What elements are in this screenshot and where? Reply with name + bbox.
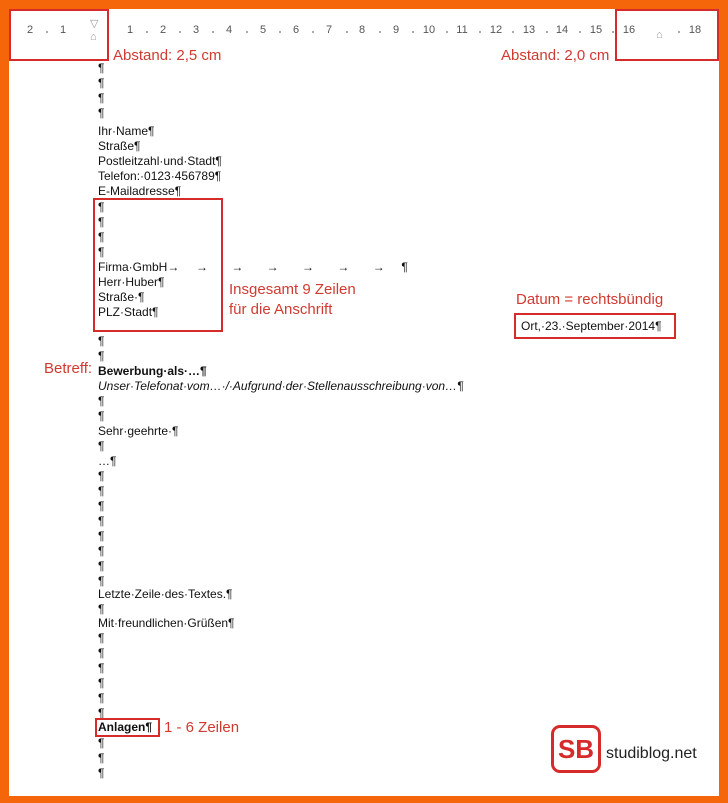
- paragraph-ellipsis: …¶: [98, 454, 117, 468]
- body-blank-lines: [98, 469, 104, 589]
- studiblog-logo: SB: [551, 725, 601, 773]
- ruler-label: 1: [59, 24, 67, 36]
- paragraph-mark: ¶: [98, 349, 105, 363]
- last-text-line[interactable]: Letzte·Zeile·des·Textes.¶: [98, 587, 233, 601]
- paragraph-mark: ¶: [98, 529, 105, 543]
- after-attachments-lines: [98, 736, 104, 781]
- ruler-label: 8: [358, 24, 366, 36]
- ruler-label: 14: [555, 24, 569, 36]
- ruler-label: 1: [126, 24, 134, 36]
- ruler-label: 11: [456, 24, 468, 36]
- paragraph-mark: ¶: [98, 751, 105, 765]
- recipient-street[interactable]: Straße·¶: [98, 290, 145, 304]
- paragraph-mark: ¶: [98, 676, 105, 690]
- address-note-line-1: Insgesamt 9 Zeilen: [229, 281, 356, 298]
- subject-note: Betreff:: [44, 360, 93, 377]
- left-margin-highlight: [9, 9, 109, 61]
- paragraph-mark: ¶: [98, 334, 105, 348]
- paragraph-mark: ¶: [98, 736, 105, 750]
- paragraph-mark: ¶: [98, 544, 105, 558]
- paragraph-mark: ¶: [98, 230, 105, 244]
- letter-closing[interactable]: Mit·freundlichen·Grüßen¶: [98, 616, 235, 630]
- ruler-label: 6: [292, 24, 300, 36]
- right-margin-note: Abstand: 2,0 cm: [501, 47, 610, 64]
- sender-email[interactable]: E-Mailadresse¶: [98, 184, 182, 198]
- date-note: Datum = rechtsbündig: [516, 291, 664, 308]
- document-page: [9, 9, 719, 796]
- sender-name[interactable]: Ihr·Name¶: [98, 124, 155, 138]
- attachments-note: 1 - 6 Zeilen: [164, 719, 240, 736]
- recipient-city[interactable]: PLZ·Stadt¶: [98, 305, 159, 319]
- address-highlight: [93, 198, 223, 332]
- horizontal-ruler[interactable]: [9, 9, 719, 51]
- letter-salutation[interactable]: Sehr·geehrte·¶: [98, 424, 179, 438]
- paragraph-mark: ¶: [98, 106, 105, 120]
- paragraph-mark: ¶: [98, 215, 105, 229]
- sender-block[interactable]: [98, 124, 222, 199]
- ruler-label: 9: [392, 24, 400, 36]
- paragraph-mark: ¶: [98, 766, 105, 780]
- ruler-label: 15: [589, 24, 603, 36]
- paragraph-mark: ¶: [98, 631, 105, 645]
- paragraph-mark: ¶: [98, 484, 105, 498]
- paragraph-mark: ¶: [98, 61, 105, 75]
- sender-street[interactable]: Straße¶: [98, 139, 141, 153]
- signature-space-lines: [98, 631, 104, 721]
- ruler-label: 2: [26, 24, 34, 36]
- ruler-label: 16: [622, 24, 636, 36]
- ruler-label: 7: [325, 24, 333, 36]
- ruler-label: 2: [159, 24, 167, 36]
- before-salutation-lines: [98, 394, 104, 424]
- paragraph-mark: ¶: [98, 574, 105, 588]
- paragraph-mark: ¶: [98, 409, 105, 423]
- right-indent-icon[interactable]: ⌂: [656, 29, 663, 41]
- studiblog-name: studiblog.net: [606, 745, 697, 762]
- sender-phone[interactable]: Telefon:·0123·456789¶: [98, 169, 222, 183]
- paragraph-mark: ¶: [98, 646, 105, 660]
- address-note-line-2: für die Anschrift: [229, 301, 333, 318]
- ruler-label: 10: [422, 24, 436, 36]
- ruler-label: 4: [225, 24, 233, 36]
- sender-city[interactable]: Postleitzahl·und·Stadt¶: [98, 154, 222, 168]
- first-line-indent-icon[interactable]: ▽: [90, 18, 99, 30]
- right-margin-highlight: [615, 9, 719, 61]
- paragraph-mark: ¶: [98, 499, 105, 513]
- letter-subject[interactable]: Bewerbung·als·…¶: [98, 364, 207, 378]
- ruler-label: 13: [522, 24, 536, 36]
- top-blank-lines: [98, 61, 104, 121]
- paragraph-mark: ¶: [98, 91, 105, 105]
- ruler-label: 12: [489, 24, 503, 36]
- paragraph-mark: ¶: [98, 514, 105, 528]
- ruler-label: 18: [688, 24, 702, 36]
- left-margin-note: Abstand: 2,5 cm: [113, 47, 222, 64]
- recipient-company[interactable]: Firma·GmbH→ → → → → → → ¶: [98, 260, 408, 274]
- paragraph-mark: ¶: [98, 602, 105, 616]
- letter-attachments[interactable]: Anlagen¶: [98, 720, 153, 734]
- paragraph-mark: ¶: [98, 76, 105, 90]
- paragraph-mark: ¶: [98, 691, 105, 705]
- after-address-lines: [98, 334, 104, 364]
- paragraph-mark: ¶: [98, 559, 105, 573]
- paragraph-mark: ¶: [98, 661, 105, 675]
- paragraph-mark: ¶: [98, 245, 105, 259]
- paragraph-mark: ¶: [98, 200, 105, 214]
- paragraph-mark: ¶: [98, 706, 105, 720]
- ruler-label: 5: [259, 24, 267, 36]
- after-salutation-lines: [98, 439, 116, 469]
- paragraph-mark: ¶: [98, 394, 105, 408]
- recipient-name[interactable]: Herr·Huber¶: [98, 275, 165, 289]
- ruler-label: 3: [192, 24, 200, 36]
- letter-reference[interactable]: Unser·Telefonat·vom…·/·Aufgrund·der·Stellenausschreibung·von…¶: [98, 379, 464, 393]
- letter-date[interactable]: Ort,·23.·September·2014¶: [521, 319, 662, 333]
- paragraph-mark: ¶: [98, 469, 105, 483]
- hanging-indent-icon[interactable]: ⌂: [90, 31, 97, 43]
- paragraph-mark: ¶: [98, 439, 105, 453]
